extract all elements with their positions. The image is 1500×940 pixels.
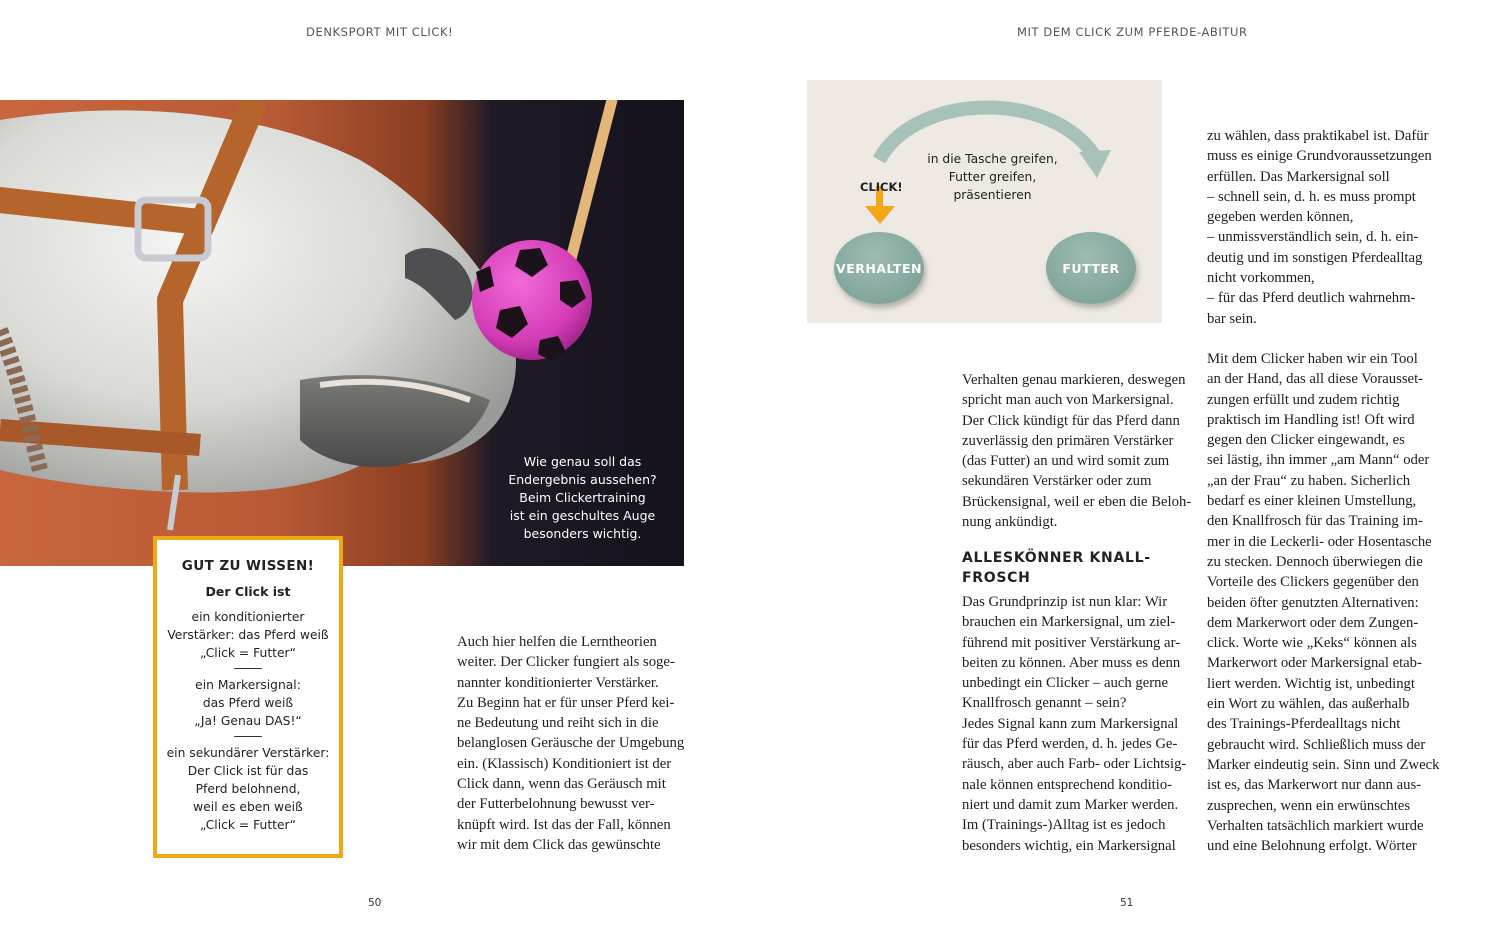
text-line: unbedingt ein Clicker – auch gerne: [962, 675, 1168, 692]
text-line: der Futterbelohnung bewusst ver-: [457, 796, 655, 813]
text-line: nale können entsprechend konditio-: [962, 776, 1173, 793]
text-line: Vorteile des Clickers gegenüber den: [1207, 574, 1419, 591]
text-line: spricht man auch von Markersignal.: [962, 392, 1174, 409]
photo-caption-line: Wie genau soll das: [523, 454, 642, 469]
text-line: Mit dem Clicker haben wir ein Tool: [1207, 350, 1418, 367]
text-line: zu wählen, dass praktikabel ist. Dafür: [1207, 128, 1429, 144]
text-line: dem Markerwort oder dem Zungen-: [1207, 614, 1419, 631]
diagram-caption-line: in die Tasche greifen,: [927, 152, 1058, 166]
text-line: click. Worte wie „Keks“ können als: [1207, 635, 1417, 652]
section-heading-line: FROSCH: [962, 570, 1031, 586]
text-line: nannter konditionierter Verstärker.: [457, 674, 659, 691]
diagram-caption-line: präsentieren: [953, 188, 1032, 202]
text-line: Zu Beginn hat er für unser Pferd kei-: [457, 694, 675, 711]
text-line: Click dann, wenn das Geräusch mit: [457, 776, 666, 793]
text-line: (das Futter) an und wird somit zum: [962, 453, 1170, 470]
info-divider: [234, 736, 262, 737]
text-line: deutig und im sonstigen Pferdealltag: [1207, 249, 1423, 266]
info-item-line: ein sekundärer Verstärker:: [166, 746, 330, 760]
photo-caption-line: besonders wichtig.: [523, 526, 642, 541]
info-item-line: ein Markersignal:: [195, 678, 301, 692]
text-line: sekundären Verstärker oder zum: [962, 473, 1152, 490]
text-line: Marker eindeutig sein. Sinn und Zweck: [1207, 756, 1440, 773]
paragraph: [1207, 126, 1440, 329]
text-line: des Trainings-Pferdealltags nicht: [1207, 716, 1401, 733]
text-line: Jedes Signal kann zum Markersignal: [962, 715, 1179, 732]
text-line: an der Hand, das all diese Vorausset-: [1207, 371, 1424, 388]
info-item-line: weil es eben weiß: [193, 800, 303, 814]
arc-arrow-head: [1079, 150, 1111, 178]
text-line: knüpft wird. Ist das der Fall, können: [457, 816, 671, 833]
text-line: bedarf es einer kleinen Umstellung,: [1207, 493, 1417, 510]
info-box-gut-zu-wissen: [153, 536, 343, 858]
info-box-subtitle: Der Click ist: [205, 584, 291, 599]
text-line: zuverlässig den primären Verstärker: [962, 432, 1174, 449]
text-line: führend mit positiver Verstärkung ar-: [962, 634, 1181, 651]
text-line: nicht vorkommen,: [1207, 270, 1315, 287]
text-line: den Knallfrosch für das Training im-: [1207, 513, 1423, 530]
text-line: Knallfrosch genannt – sein?: [962, 695, 1127, 712]
info-item-line: ein konditionierter: [191, 610, 305, 624]
text-line: bar sein.: [1207, 310, 1257, 327]
running-head-right: MIT DEM CLICK ZUM PFERDE-ABITUR: [1017, 25, 1248, 39]
text-line: praktisch im Handling ist! Oft wird: [1207, 411, 1415, 428]
text-line: muss es einige Grundvoraussetzungen: [1207, 148, 1432, 165]
page-number-right: 51: [1120, 897, 1134, 909]
photo-caption: [500, 453, 665, 543]
text-line: sei lästig, ihn immer „am Mann“ oder: [1207, 452, 1430, 469]
text-line: ne Bedeutung und reiht sich in die: [457, 715, 659, 732]
text-line: – für das Pferd deutlich wahrnehm-: [1207, 290, 1416, 307]
photo-caption-line: ist ein geschultes Auge: [509, 508, 656, 523]
text-line: Das Grundprinzip ist nun klar: Wir: [962, 594, 1168, 610]
info-item: [157, 676, 339, 730]
info-divider: [234, 668, 262, 669]
text-line: wir mit dem Click das gewünschte: [457, 836, 661, 853]
text-line: beiden öfter genutzten Alternativen:: [1207, 594, 1419, 611]
text-line: – schnell sein, d. h. es muss prompt: [1207, 188, 1416, 205]
text-line: Brückensignal, weil er eben die Beloh-: [962, 493, 1192, 510]
text-line: Auch hier helfen die Lerntheorien: [457, 634, 657, 650]
click-arrow-head: [865, 206, 895, 224]
info-item-line: Verstärker: das Pferd weiß: [167, 628, 329, 642]
info-item-line: Der Click ist für das: [187, 764, 309, 778]
text-line: Im (Trainings-)Alltag ist es jedoch: [962, 817, 1166, 834]
text-line: für das Pferd werden, d. h. jedes Ge-: [962, 736, 1178, 753]
photo-caption-line: Endergebnis aussehen?: [508, 472, 657, 487]
text-line: „an der Frau“ zu haben. Sicherlich: [1207, 472, 1411, 489]
info-box-title: GUT ZU WISSEN!: [181, 558, 315, 574]
info-item-line: Pferd belohnend,: [195, 782, 301, 796]
text-line: Verhalten tatsächlich markiert wurde: [1207, 817, 1424, 834]
text-line: niert und damit zum Marker werden.: [962, 796, 1179, 813]
text-line: belanglosen Geräusche der Umgebung: [457, 735, 685, 752]
text-line: und eine Belohnung erfolgt. Wörter: [1207, 838, 1417, 855]
text-line: weiter. Der Clicker fungiert als soge-: [457, 654, 675, 671]
info-item-line: das Pferd weiß: [202, 696, 294, 710]
text-line: zusprechen, wenn ein erwünschtes: [1207, 797, 1411, 814]
text-line: ist es, das Markerwort nur dann aus-: [1207, 777, 1422, 794]
text-line: Markerwort oder Markersignal etab-: [1207, 655, 1422, 672]
text-line: liert werden. Wichtig ist, unbedingt: [1207, 675, 1415, 692]
running-head-left: DENKSPORT MIT CLICK!: [306, 25, 454, 39]
text-line: brauchen ein Markersignal, um ziel-: [962, 614, 1176, 631]
node-verhalten: VERHALTEN: [834, 232, 924, 304]
info-item-line: „Click = Futter“: [200, 646, 296, 660]
info-item-line: „Click = Futter“: [200, 818, 296, 832]
paragraph: [1207, 349, 1440, 856]
text-line: gebraucht wird. Schließlich muss der: [1207, 736, 1426, 753]
text-line: ein. (Klassisch) Konditioniert ist der: [457, 755, 672, 772]
text-line: nung ankündigt.: [962, 514, 1058, 531]
text-line: beiten zu können. Aber muss es denn: [962, 654, 1181, 671]
body-column-middle-bottom: [962, 592, 1186, 856]
text-line: mer in die Leckerli- oder Hosentasche: [1207, 533, 1432, 550]
text-line: erfüllen. Das Markersignal soll: [1207, 168, 1390, 185]
body-column-left: [457, 632, 684, 855]
text-line: ein Wort zu wählen, das außerhalb: [1207, 696, 1410, 713]
text-line: Verhalten genau markieren, deswegen: [962, 372, 1186, 388]
text-line: besonders wichtig, ein Markersignal: [962, 837, 1176, 854]
page-number-left: 50: [368, 897, 382, 909]
info-item: [157, 744, 339, 834]
diagram-caption: [915, 150, 1070, 204]
click-label: CLICK!: [860, 180, 903, 194]
body-column-middle-top: [962, 370, 1191, 532]
body-column-right: [1207, 126, 1440, 856]
text-line: räusch, aber auch Farb- oder Lichtsig-: [962, 756, 1187, 773]
text-line: gegeben werden können,: [1207, 209, 1354, 226]
info-item: [157, 608, 339, 662]
node-futter: FUTTER: [1046, 232, 1136, 304]
section-heading: [962, 548, 1151, 588]
text-line: zu stecken. Dennoch überwiegen die: [1207, 553, 1423, 570]
text-line: Der Click kündigt für das Pferd dann: [962, 412, 1180, 429]
text-line: – unmissverständlich sein, d. h. ein-: [1207, 229, 1419, 246]
diagram-caption-line: Futter greifen,: [948, 170, 1037, 184]
text-line: zungen erfüllt und zudem richtig: [1207, 391, 1400, 408]
horse-photo: [0, 100, 684, 566]
info-item-line: „Ja! Genau DAS!“: [194, 714, 302, 728]
photo-caption-line: Beim Clickertraining: [519, 490, 646, 505]
section-heading-line: ALLESKÖNNER KNALL-: [962, 550, 1151, 566]
click-diagram: [807, 80, 1162, 323]
text-line: gegen den Clicker eingewandt, es: [1207, 432, 1405, 449]
